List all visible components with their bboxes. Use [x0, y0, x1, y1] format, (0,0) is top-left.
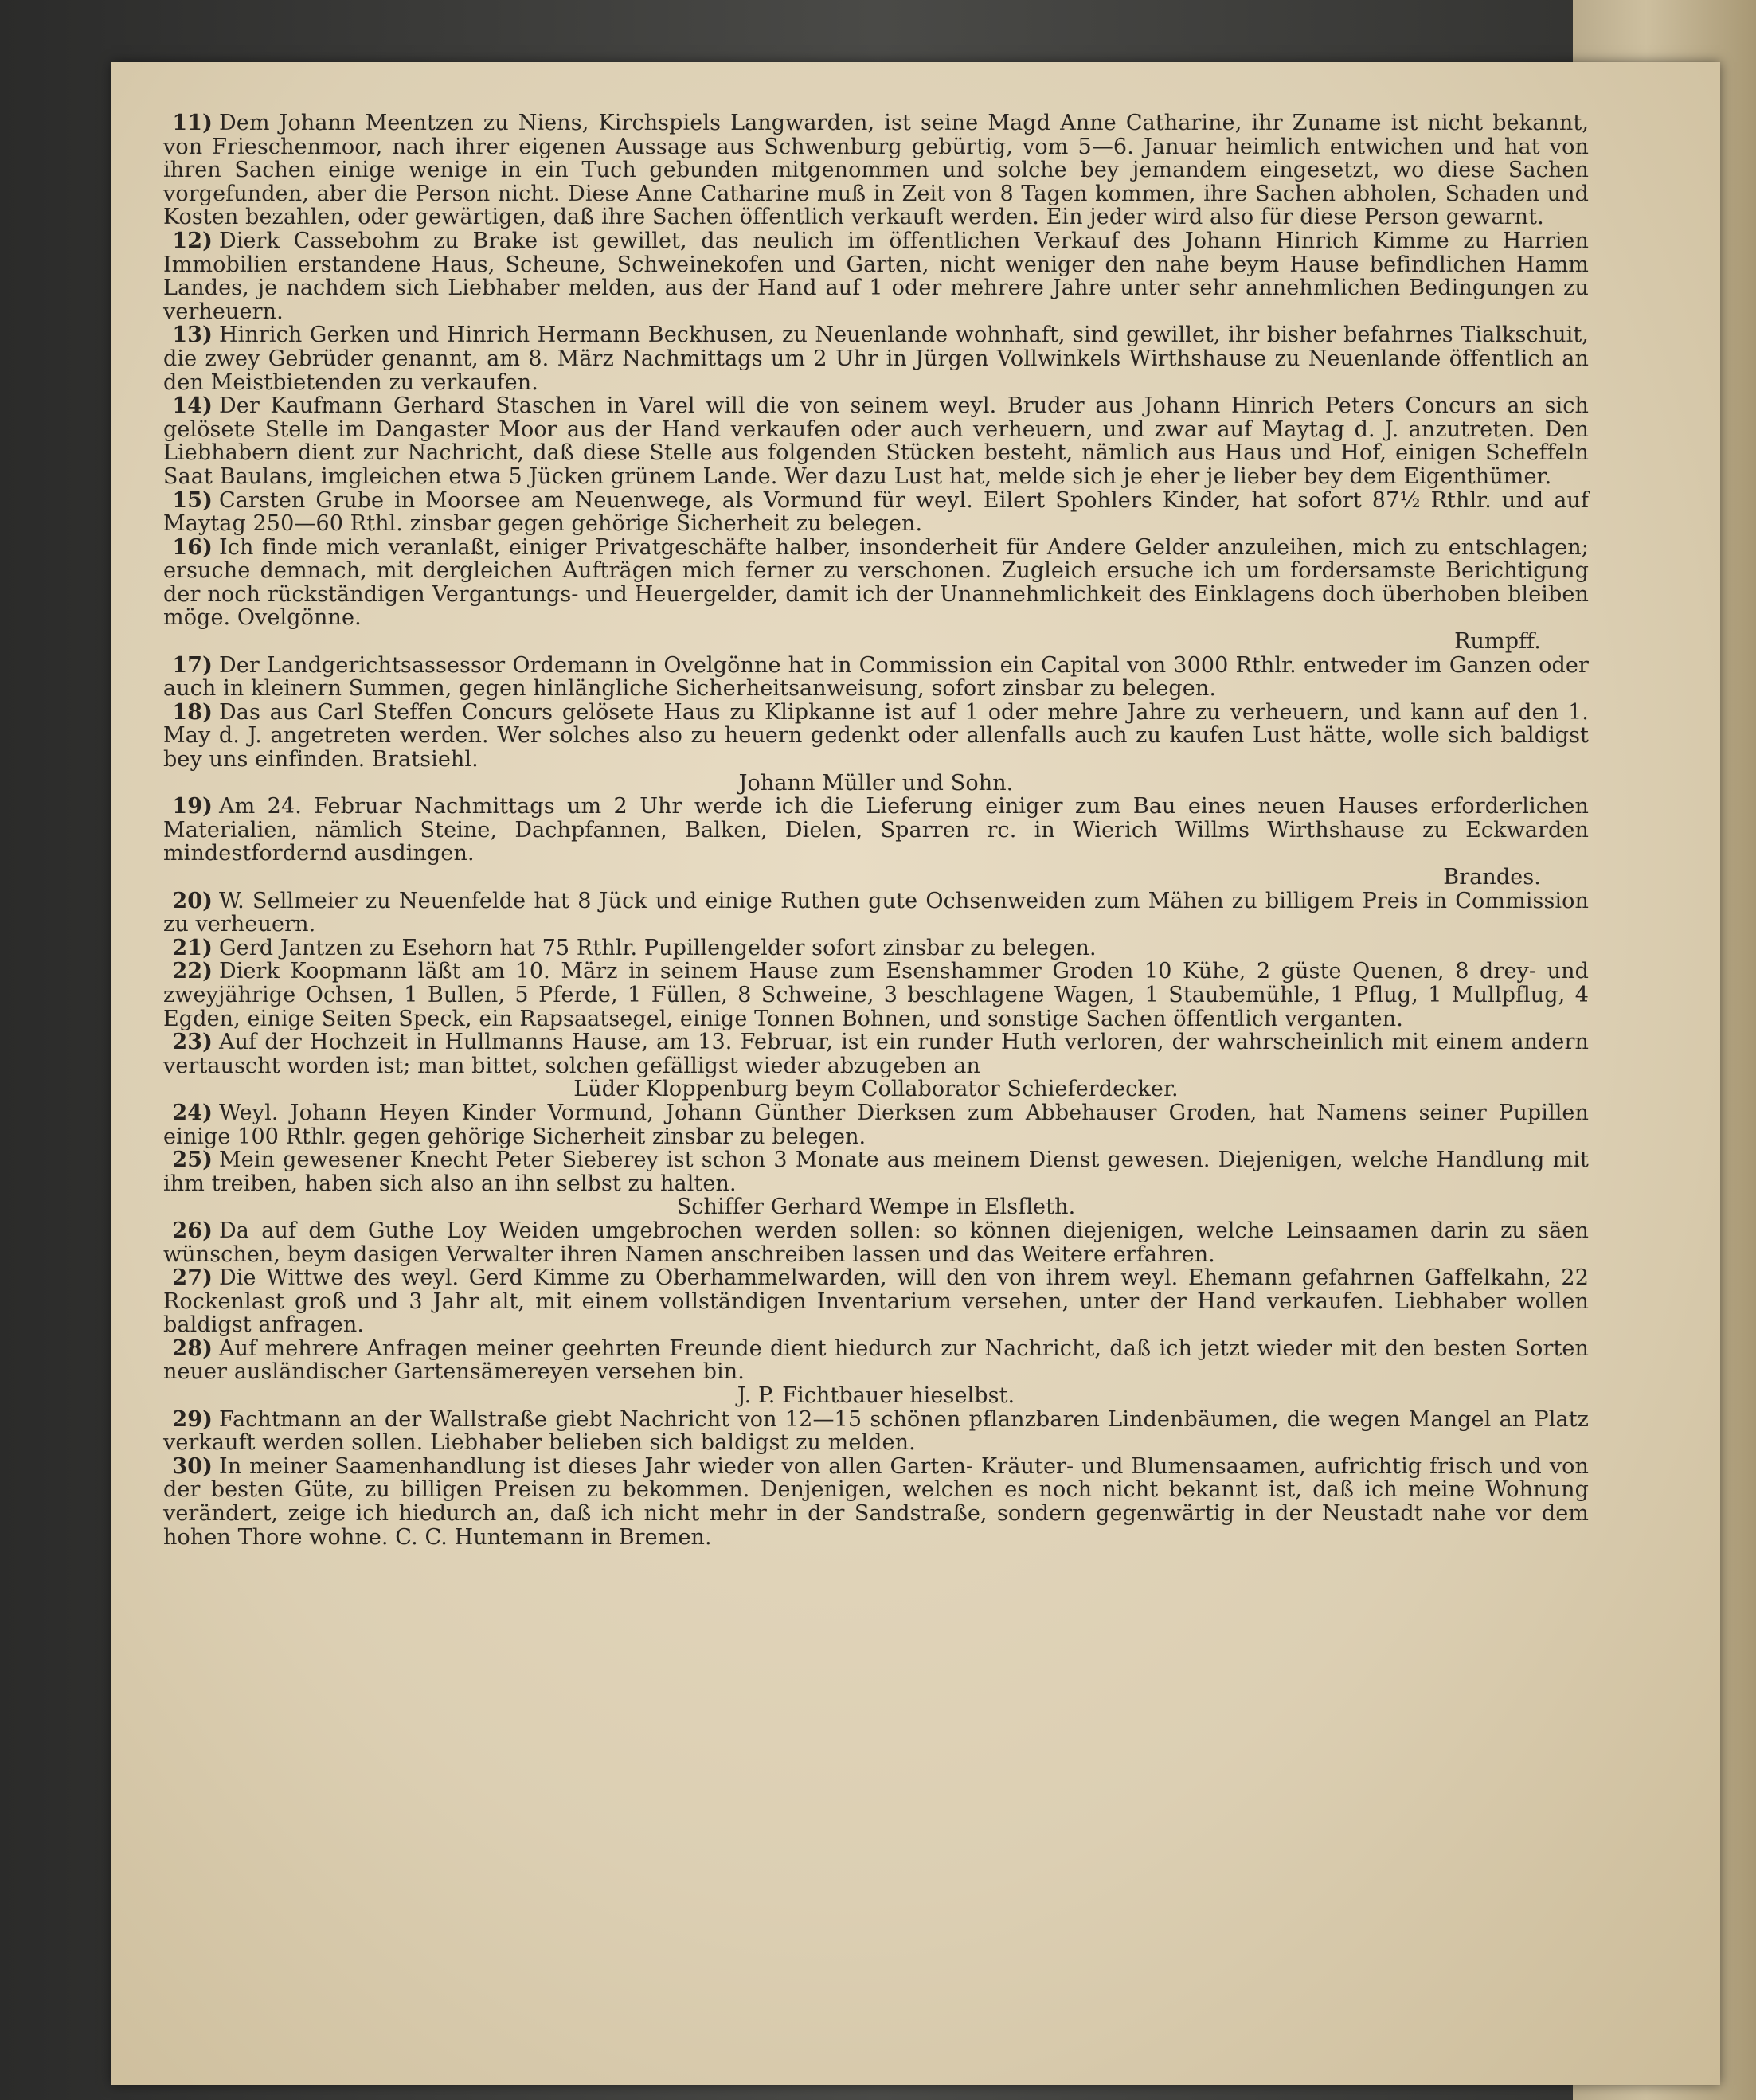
entry-text: Gerd Jantzen zu Esehorn hat 75 Rthlr. Pupillengelder sofort zinsbar zu belegen.	[219, 935, 1097, 960]
announcement-entry	[163, 890, 1589, 937]
entry-number: 22)	[172, 959, 213, 984]
entry-text: Ich finde mich veranlaßt, einiger Privatgeschäfte halber, insonderheit für Andere Gelder anzuleihen, mich zu entschlagen; ersuche demnach, mit dergleichen Aufträgen mich ferner zu verschonen. Zugleich ersuche ich um fordersamste Berichtigung der noch rückständigen Vergantungs- und Heuergelder, damit ich der Unannehmlichkeit des Einklagens doch überhoben bleiben möge. Ovelgönne.	[163, 534, 1589, 631]
announcement-entry	[163, 394, 1589, 488]
announcement-entry	[163, 654, 1589, 701]
entry-text: Hinrich Gerken und Hinrich Hermann Beckhusen, zu Neuenlande wohnhaft, sind gewillet, ihr bisher befahrnes Tialkschuit, die zwey Gebrüder genannt, am 8. März Nachmittags um 2 Uhr in Jürgen Vollwinkels Wirthshause zu Neuenlande öffentlich an den Meistbietenden zu verkaufen.	[163, 323, 1589, 395]
entry-signature: J. P. Fichtbauer hieselbst.	[737, 1383, 1015, 1409]
entry-text: Dem Johann Meentzen zu Niens, Kirchspiels Langwarden, ist seine Magd Anne Catharine, ihr Zuname ist nicht bekannt, von Frieschenmoor, nach ihrer eigenen Aussage aus Schwenburg gebürtig, vom 5—6. Januar heimlich entwichen und hat von ihren Sachen einige wenige in ein Tuch gebunden mitgenommen und solche bey jemandem eingesetzt, wo diese Sachen vorgefunden, aber die Person nicht. Diese Anne Catharine muß in Zeit von 8 Tagen kommen, ihre Sachen abholen, Schaden und Kosten bezahlen, oder gewärtigen, daß ihre Sachen öffentlich verkauft werden. Ein jeder wird also für diese Person gewarnt.	[163, 111, 1589, 230]
announcement-entry	[163, 701, 1589, 772]
announcement-list	[163, 111, 1589, 1549]
entry-number: 27)	[172, 1265, 213, 1291]
entry-text: Dierk Koopmann läßt am 10. März in seinem Hause zum Esenshammer Groden 10 Kühe, 2 güste Quenen, 8 drey- und zweyjährige Ochsen, 1 Bullen, 5 Pferde, 1 Füllen, 8 Schweine, 3 beschlagene Wagen, 1 Staubemühle, 1 Pflug, 1 Mullpflug, 4 Egden, einige Seiten Speck, ein Rapsaatsegel, einige Tonnen Bohnen, und sonstige Sachen öffentlich verganten.	[163, 959, 1589, 1031]
entry-number: 19)	[172, 794, 213, 819]
entry-number: 16)	[172, 534, 213, 560]
entry-number: 25)	[172, 1148, 213, 1173]
entry-number: 15)	[172, 487, 213, 513]
announcement-entry	[163, 1101, 1589, 1148]
entry-text: Dierk Cassebohm zu Brake ist gewillet, das neulich im öffentlichen Verkauf des Johann Hinrich Kimme zu Harrien Immobilien erstandene Haus, Scheune, Schweinekofen und Garten, nicht weniger den nahe beym Hause befindlichen Hamm Landes, je nachdem sich Liebhaber melden, aus der Hand auf 1 oder mehrere Jahre unter sehr annehmlichen Bedingungen zu verheuern.	[163, 228, 1589, 324]
entry-number: 21)	[172, 935, 213, 960]
entry-number: 24)	[172, 1100, 213, 1125]
announcement-entry	[163, 1337, 1589, 1384]
entry-number: 23)	[172, 1030, 213, 1055]
announcement-entry	[163, 1455, 1589, 1549]
announcement-entry	[163, 229, 1589, 323]
announcement-entry	[163, 1266, 1589, 1337]
announcement-entry	[163, 1148, 1589, 1195]
entry-number: 30)	[172, 1453, 213, 1479]
entry-text: Der Kaufmann Gerhard Staschen in Varel will die von seinem weyl. Bruder aus Johann Hinrich Peters Concurs an sich gelösete Stelle im Dangaster Moor aus der Hand verkaufen oder auch verheuern, und zwar auf Maytag d. J. anzutreten. Den Liebhabern dient zur Nachricht, daß diese Stelle aus folgenden Stücken besteht, nämlich aus Haus und Hof, einigen Scheffeln Saat Baulans, imgleichen etwa 5 Jücken grünem Lande. Wer dazu Lust hat, melde sich je eher je lieber bey dem Eigenthümer.	[163, 393, 1589, 489]
entry-number: 26)	[172, 1218, 213, 1243]
entry-number: 11)	[172, 111, 213, 135]
entry-text: Auf mehrere Anfragen meiner geehrten Freunde dient hiedurch zur Nachricht, daß ich jetzt wieder mit den besten Sorten neuer ausländischer Gartensämereyen versehen bin.	[163, 1335, 1589, 1385]
announcement-entry	[163, 536, 1589, 630]
announcement-entry	[163, 960, 1589, 1030]
announcement-entry	[163, 111, 1589, 229]
entry-number: 20)	[172, 888, 213, 913]
entry-text: Die Wittwe des weyl. Gerd Kimme zu Oberhammelwarden, will den von ihrem weyl. Ehemann gefahrnen Gaffelkahn, 22 Rockenlast groß und 3 Jahr alt, mit einem vollständigen Inventarium versehen, unter der Hand verkaufen. Liebhaber wollen baldigst anfragen.	[163, 1265, 1589, 1338]
entry-number: 17)	[172, 652, 213, 678]
announcement-entry	[163, 937, 1589, 960]
entry-number: 28)	[172, 1335, 213, 1361]
entry-text: Carsten Grube in Moorsee am Neuenwege, als Vormund für weyl. Eilert Spohlers Kinder, hat sofort 87½ Rthlr. und auf Maytag 250—60 Rthl. zinsbar gegen gehörige Sicherheit zu belegen.	[163, 487, 1589, 537]
entry-text: Der Landgerichtsassessor Ordemann in Ovelgönne hat in Commission ein Capital von 3000 Rthlr. entweder im Ganzen oder auch in kleinern Summen, gegen hinlängliche Sicherheitsanweisung, sofort zinsbar zu belegen.	[163, 652, 1589, 702]
entry-signature: Lüder Kloppenburg beym Collaborator Schieferdecker.	[573, 1077, 1179, 1102]
entry-text: Auf der Hochzeit in Hullmanns Hause, am 13. Februar, ist ein runder Huth verloren, der wahrscheinlich mit einem andern vertauscht worden ist; man bittet, solchen gefälligst wieder abzugeben an	[163, 1030, 1589, 1078]
announcement-entry	[163, 323, 1589, 394]
entry-number: 14)	[172, 393, 213, 419]
announcement-entry	[163, 1408, 1589, 1455]
announcement-entry	[163, 1030, 1589, 1077]
entry-text: Fachtmann an der Wallstraße giebt Nachricht von 12—15 schönen pflanzbaren Lindenbäumen, die wegen Mangel an Platz verkauft werden sollen. Liebhaber belieben sich baldigst zu melden.	[163, 1406, 1589, 1456]
entry-number: 12)	[172, 228, 213, 253]
announcement-entry	[163, 1219, 1589, 1266]
announcement-entry	[163, 795, 1589, 866]
entry-signature: Schiffer Gerhard Wempe in Elsfleth.	[676, 1195, 1076, 1220]
entry-number: 29)	[172, 1406, 213, 1432]
entry-signature: Rumpff.	[1454, 629, 1541, 655]
entry-number: 18)	[172, 699, 213, 725]
entry-text: In meiner Saamenhandlung ist dieses Jahr wieder von allen Garten- Kräuter- und Blumensaamen, aufrichtig frisch und von der besten Güte, zu billigen Preisen zu bekommen. Denjenigen, welchen es noch nicht bekannt ist, daß ich meine Wohnung verändert, zeige ich hiedurch an, daß ich nicht mehr in der Sandstraße, sondern gegenwärtig in der Neustadt nahe vor dem hohen Thore wohne. C. C. Huntemann in Bremen.	[163, 1453, 1589, 1550]
entry-text: W. Sellmeier zu Neuenfelde hat 8 Jück und einige Ruthen gute Ochsenweiden zum Mähen zu billigem Preis in Commission zu verheuern.	[163, 888, 1589, 937]
announcement-entry	[163, 489, 1589, 536]
entry-text: Am 24. Februar Nachmittags um 2 Uhr werde ich die Lieferung einiger zum Bau eines neuen Hauses erforderlichen Materialien, nämlich Steine, Dachpfannen, Balken, Dielen, Sparren rc. in Wierich Willms Wirthshause zu Eckwarden mindestfordernd ausdingen.	[163, 794, 1589, 866]
entry-signature: Brandes.	[1443, 865, 1541, 890]
entry-number: 13)	[172, 323, 213, 348]
entry-text: Das aus Carl Steffen Concurs gelösete Haus zu Klipkanne ist auf 1 oder mehre Jahre zu verheuern, und kann auf den 1. May d. J. angetreten werden. Wer solches also zu heuern gedenkt oder allenfalls auch zu kaufen Lust hätte, wolle sich baldigst bey uns einfinden. Bratsiehl.	[163, 699, 1589, 772]
entry-text: Weyl. Johann Heyen Kinder Vormund, Johann Günther Dierksen zum Abbehauser Groden, hat Namens seiner Pupillen einige 100 Rthlr. gegen gehörige Sicherheit zinsbar zu belegen.	[163, 1100, 1589, 1149]
entry-text: Da auf dem Guthe Loy Weiden umgebrochen werden sollen: so können diejenigen, welche Leinsaamen darin zu säen wünschen, beym dasigen Verwalter ihren Namen anschreiben lassen und das Weitere erfahren.	[163, 1218, 1589, 1267]
entry-text: Mein gewesener Knecht Peter Sieberey ist schon 3 Monate aus meinem Dienst gewesen. Diejenigen, welche Handlung mit ihm treiben, haben sich also an ihn selbst zu halten.	[163, 1148, 1589, 1196]
entry-signature: Johann Müller und Sohn.	[738, 770, 1014, 796]
